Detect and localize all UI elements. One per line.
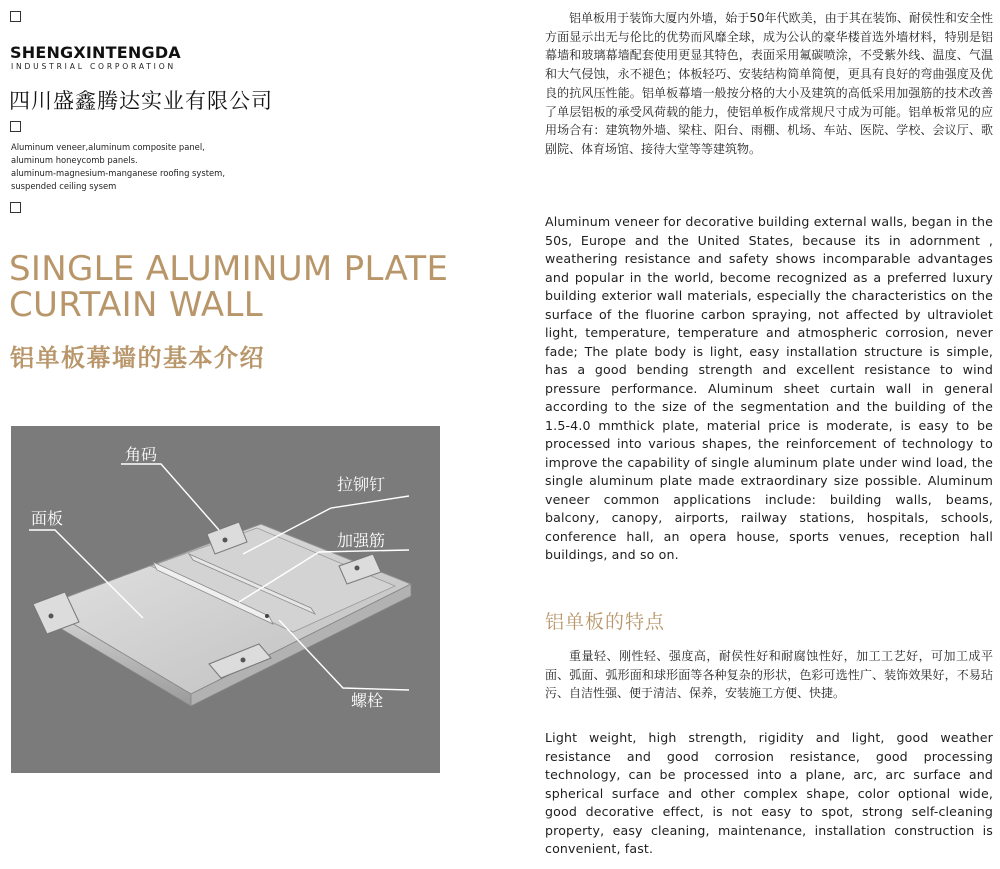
product-list [11, 141, 225, 193]
features-cn-paragraph: 重量轻、刚性轻、强度高，耐侯性好和耐腐蚀性好，加工工艺好，可加工成平面、弧面、弧形面和球形面等各种复杂的形状，色彩可选性广、装饰效果好，不易玷污、自洁性强、便于清洁、保养，安装施工方便、快捷。 [545, 649, 993, 701]
product-line: aluminum honeycomb panels. [11, 155, 138, 165]
product-line: suspended ceiling sysem [11, 181, 117, 191]
intro-en-paragraph: Aluminum veneer for decorative building external walls, began in the 50s, Europe and the United States, because its in adornment , weathering resistance and safety shows incomparable advantages and popular in the world, become recognized as a preferred luxury building exterior wall materials, especially the characteristics on the surface of the fluorine carbon spraying, not affected by ultraviolet light, temperature, temperature and atmospheric corrosion, never fade; The plate body is light, easy installation structure is simple, has a good bending strength and excellent resistance to wind pressure performance. Aluminum sheet curtain wall in general according to the size of the segmentation and the building of the 1.5-4.0 mmthick plate, material price is moderate, is easy to be processed into various shapes, the reinforcement of technology to improve the capability of single aluminum plate under wind load, the single aluminum plate made extraordinary size possible. Aluminum veneer common applications include: building walls, beams, balcony, canopy, airports, railway stations, hospitals, schools, conference hall, an opera house, sports venues, reception hall buildings, and so on. [545, 214, 993, 562]
callout-rivet: 拉铆钉 [337, 475, 386, 494]
bolt [355, 566, 360, 571]
callout-bolt: 螺栓 [351, 691, 384, 710]
rivet [265, 614, 269, 618]
section-title-cn: 铝单板幕墙的基本介绍 [10, 344, 265, 372]
features-en-block [545, 729, 993, 859]
square-icon [10, 202, 21, 213]
leader-line [121, 464, 219, 530]
product-line: Aluminum veneer,aluminum composite panel, [11, 142, 205, 152]
brand-subtitle: INDUSTRIAL CORPORATION [11, 62, 176, 71]
callout-rib: 加强筋 [337, 531, 386, 550]
product-line: aluminum-magnesium-manganese roofing system, [11, 168, 225, 178]
square-icon [10, 11, 21, 22]
callout-panel: 面板 [31, 509, 64, 528]
bolt [223, 538, 228, 543]
features-title: 铝单板的特点 [545, 611, 666, 633]
intro-cn-paragraph: 铝单板用于装饰大厦内外墙，始于50年代欧美，由于其在装饰、耐侯性和安全性方面显示出无与伦比的优势而风靡全球，成为公认的豪华楼首选外墙材料，特别是铝幕墙和玻璃幕墙配套使用更显其特色，表面采用氟碳喷涂，不受紫外线、温度、气温和大气侵蚀，永不褪色；体板轻巧、安装结构简单简便，更具有良好的弯曲强度及优良的抗风压性能。铝单板幕墙一般按分格的大小及建筑的高低采用加强筋的技术改善了单层铝板的承受风荷载的能力，使铝单板作成常规尺寸成为可能。铝单板常见的应用场合有：建筑物外墙、梁柱、阳台、雨棚、机场、车站、医院、学校、会议厅、歌剧院、体育场馆、接待大堂等等建筑物。 [545, 11, 993, 156]
panel-diagram [11, 426, 440, 773]
main-title-line1: SINGLE ALUMINUM PLATE [9, 249, 449, 289]
square-icon [10, 121, 21, 132]
callout-corner: 角码 [125, 445, 158, 464]
brand-name: SHENGXINTENGDA [10, 43, 181, 62]
main-title-line2: CURTAIN WALL [9, 285, 263, 325]
main-title [9, 251, 448, 323]
bolt [49, 614, 54, 619]
intro-en-block [545, 213, 993, 565]
features-en-paragraph: Light weight, high strength, rigidity and light, good weather resistance and good corrosion resistance, good processing technology, can be processed into a plane, arc, arc surface and spherical surface and other complex shape, color optional wide, good decorative effect, is not easy to spot, strong self-cleaning property, easy cleaning, maintenance, installation construction is convenient, fast. [545, 730, 993, 856]
bolt [241, 658, 246, 663]
features-cn-block [545, 647, 993, 703]
intro-cn-block [545, 9, 993, 159]
company-name-cn: 四川盛鑫腾达实业有限公司 [9, 89, 273, 113]
